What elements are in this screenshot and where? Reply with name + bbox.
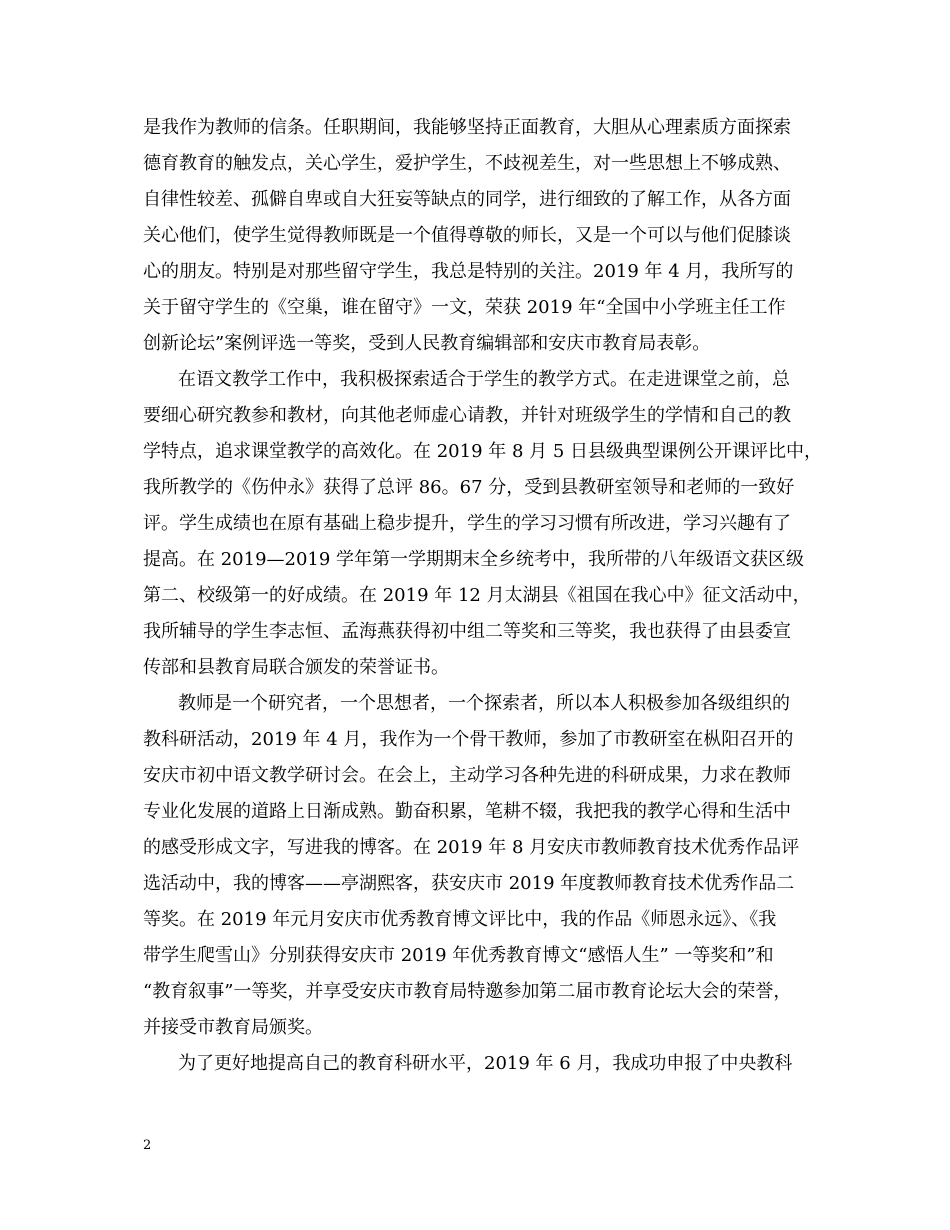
text-line: 为了更好地提高自己的教育科研水平，2019 年 6 月，我成功申报了中央教科 <box>178 1053 793 1074</box>
text-line: 提高。在 2019—2019 学年第一学期期末全乡统考中，我所带的八年级语文获区级 <box>143 549 805 570</box>
text-line: “教育叙事”一等奖，并享受安庆市教育局特邀参加第二届市教育论坛大会的荣誉， <box>143 981 792 1002</box>
text-line: 专业化发展的道路上日渐成熟。勤奋积累，笔耕不辍，我把我的教学心得和生活中 <box>143 801 791 822</box>
text-line: 带学生爬雪山》分别获得安庆市 2019 年优秀教育博文“感悟人生” 一等奖和”和 <box>143 945 774 966</box>
text-line: 学特点，追求课堂教学的高效化。在 2019 年 8 月 5 日县级典型课例公开课评比中， <box>143 441 823 462</box>
text-line: 要细心研究教参和教材，向其他老师虚心请教，并针对班级学生的学情和自己的教 <box>143 405 791 426</box>
text-line: 关于留守学生的《空巢，谁在留守》一文，荣获 2019 年“全国中小学班主任工作 <box>143 297 786 318</box>
text-line: 创新论坛”案例评选一等奖，受到人民教育编辑部和安庆市教育局表彰。 <box>143 333 711 354</box>
text-line: 德育教育的触发点，关心学生，爱护学生，不歧视差生，对一些思想上不够成熟、 <box>143 153 791 174</box>
text-line: 选活动中，我的博客——亭湖熙客，获安庆市 2019 年度教师教育技术优秀作品二 <box>143 873 795 894</box>
text-line: 心的朋友。特别是对那些留守学生，我总是特别的关注。2019 年 4 月，我所写的 <box>143 261 794 282</box>
text-line: 等奖。在 2019 年元月安庆市优秀教育博文评比中，我的作品《师恩永远》、《我 <box>143 909 777 930</box>
text-line: 第二、校级第一的好成绩。在 2019 年 12 月太湖县《祖国在我心中》征文活动中， <box>143 585 811 606</box>
text-line: 的感受形成文字，写进我的博客。在 2019 年 8 月安庆市教师教育技术优秀作品评 <box>143 837 800 858</box>
text-line: 教科研活动，2019 年 4 月，我作为一个骨干教师，参加了市教研室在枞阳召开的 <box>143 729 794 750</box>
text-line: 并接受市教育局颁奖。 <box>143 1017 323 1038</box>
text-line: 关心他们，使学生觉得教师既是一个值得尊敬的师长，又是一个可以与他们促膝谈 <box>143 225 791 246</box>
text-line: 传部和县教育局联合颁发的荣誉证书。 <box>143 657 449 678</box>
text-line: 安庆市初中语文教学研讨会。在会上，主动学习各种先进的科研成果，力求在教师 <box>143 765 791 786</box>
text-line: 在语文教学工作中，我积极探索适合于学生的教学方式。在走进课堂之前，总 <box>178 369 790 390</box>
text-line: 自律性较差、孤僻自卑或自大狂妄等缺点的同学，进行细致的了解工作，从各方面 <box>143 189 791 210</box>
text-line: 教师是一个研究者，一个思想者，一个探索者，所以本人积极参加各级组织的 <box>178 693 790 714</box>
text-line: 我所辅导的学生李志恒、孟海燕获得初中组二等奖和三等奖，我也获得了由县委宣 <box>143 621 791 642</box>
text-line: 评。学生成绩也在原有基础上稳步提升，学生的学习习惯有所改进，学习兴趣有了 <box>143 513 791 534</box>
text-line: 是我作为教师的信条。任职期间，我能够坚持正面教育，大胆从心理素质方面探索 <box>143 117 791 138</box>
text-line: 我所教学的《伤仲永》获得了总评 86。67 分，受到县教研室领导和老师的一致好 <box>143 477 795 498</box>
page-number: 2 <box>143 1138 152 1153</box>
